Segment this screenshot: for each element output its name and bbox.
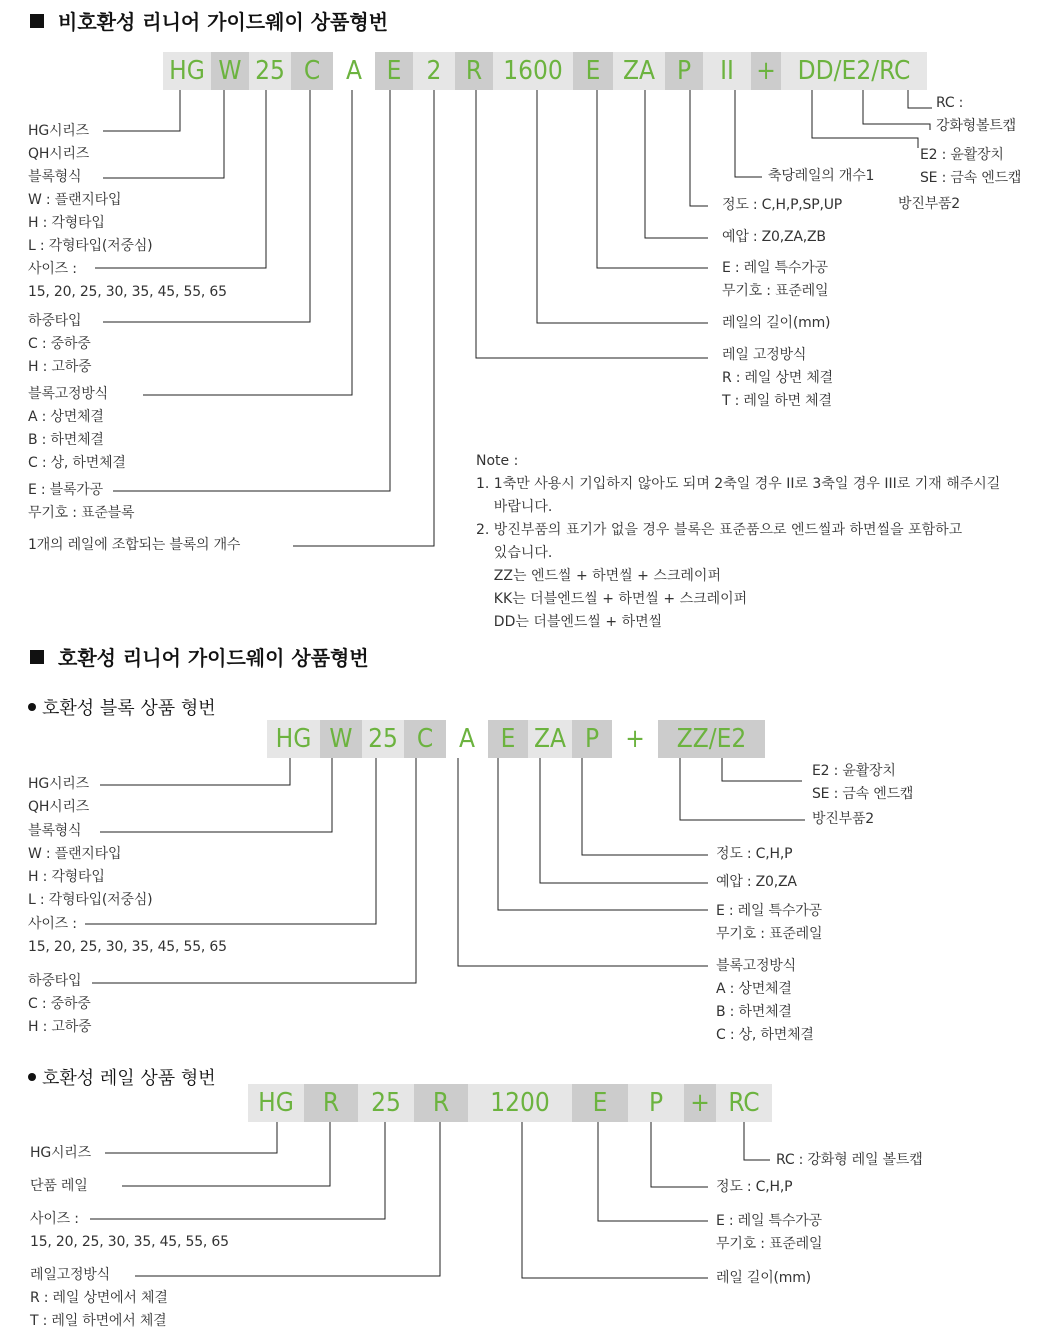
connector-b-dust (680, 758, 805, 820)
label-line: RC : 강화형 레일 볼트캡 (776, 1152, 923, 1168)
code-segment: P (628, 1084, 684, 1122)
label-line: C : 상, 하면체결 (28, 455, 126, 471)
code-segment: ZA (528, 720, 572, 758)
label-line: 블록고정방식 (716, 958, 796, 974)
label-b-series (28, 773, 89, 819)
label-line: 15, 20, 25, 30, 35, 45, 55, 65 (28, 284, 227, 300)
connector-precision (690, 90, 708, 206)
label-line: W : 플랜지타입 (28, 846, 122, 862)
label-line: 사이즈 : (28, 261, 77, 277)
label-rail-process (722, 257, 828, 303)
label-r-length (716, 1267, 811, 1290)
connector-rc (908, 90, 932, 108)
label-line: HG시리즈 (28, 776, 89, 792)
note-line: KK는 더블엔드씰 + 하면씰 + 스크레이퍼 (476, 591, 748, 607)
code-segment: 1600 (493, 52, 573, 90)
connector-rail-process (597, 90, 708, 268)
block-subtitle: 호환성 블록 상품 형번 (42, 698, 216, 719)
label-line: 블록형식 (28, 169, 82, 185)
label-line: E : 레일 특수가공 (716, 1213, 822, 1229)
block-code-bar (267, 720, 765, 758)
label-line: H : 각형타입 (28, 215, 105, 231)
code-segment: RC (716, 1084, 772, 1122)
label-e2 (920, 144, 1021, 190)
label-b-rail-process (716, 900, 822, 946)
code-segment: C (291, 52, 333, 90)
label-line: 강화형볼트캡 (936, 118, 1016, 134)
connector-r-precision (651, 1122, 708, 1187)
label-line: SE : 금속 엔드캡 (920, 170, 1022, 186)
label-size (28, 258, 227, 304)
rail-subtitle: 호환성 레일 상품 형번 (42, 1068, 216, 1089)
label-line: E2 : 윤활장치 (920, 147, 1004, 163)
connector-b-precision (582, 758, 708, 855)
note-block (476, 450, 1000, 634)
label-rc (936, 92, 1016, 138)
code-segment: 25 (362, 720, 404, 758)
label-line: C : 중하중 (28, 996, 91, 1012)
code-segment: R (414, 1084, 468, 1122)
code-segment: + (751, 52, 781, 90)
label-block-mount (28, 383, 126, 475)
label-line: HG시리즈 (28, 123, 89, 139)
connector-r-series (105, 1122, 277, 1153)
note-line: ZZ는 엔드씰 + 하면씰 + 스크레이퍼 (476, 568, 721, 584)
label-line: E2 : 윤활장치 (812, 763, 896, 779)
label-r-rail-process (716, 1210, 822, 1256)
code-segment: + (612, 720, 658, 758)
label-line: T : 레일 하면에서 체결 (30, 1313, 167, 1329)
label-line: L : 각형타입(저중심) (28, 892, 153, 908)
code-segment: A (333, 52, 375, 90)
connector-b-block-mount (458, 758, 708, 966)
label-line: 정도 : C,H,P,SP,UP (722, 197, 843, 213)
code-segment: II (703, 52, 751, 90)
label-line: 정도 : C,H,P (716, 846, 793, 862)
label-precision (722, 194, 842, 217)
label-line: 무기호 : 표준레일 (722, 283, 829, 299)
label-block-process (28, 479, 134, 525)
note-line: 1. 1축만 사용시 기입하지 않아도 되며 2축일 경우 II로 3축일 경우 III로 기재 해주시길 (476, 476, 1001, 492)
label-length (722, 312, 830, 335)
bullet-dot-icon (28, 703, 36, 711)
connector-series (103, 90, 180, 131)
connector-preload (645, 90, 708, 238)
label-b-e2 (812, 760, 913, 806)
label-line: H : 고하중 (28, 1019, 92, 1035)
section2-heading (30, 642, 369, 671)
label-line: T : 레일 하면 체결 (722, 393, 832, 409)
label-b-precision (716, 843, 792, 866)
label-line: R : 레일 상면에서 체결 (30, 1290, 168, 1306)
note-line: 2. 방진부품의 표기가 없을 경우 블록은 표준품으로 엔드씰과 하면씰을 포함하고 (476, 522, 963, 538)
label-line: 예압 : Z0,ZA,ZB (722, 229, 826, 245)
code-segment: 2 (413, 52, 455, 90)
label-line: E : 레일 특수가공 (722, 260, 828, 276)
note-line: 있습니다. (476, 545, 553, 561)
connector-rail-mount (476, 90, 708, 358)
label-line: H : 고하중 (28, 359, 92, 375)
label-line: 정도 : C,H,P (716, 1179, 793, 1195)
label-b-load (28, 970, 91, 1039)
connector-length (537, 90, 708, 323)
connector-r-rc (744, 1122, 770, 1160)
code-segment: E (573, 52, 613, 90)
label-r-single (30, 1175, 88, 1198)
code-segment: W (211, 52, 249, 90)
connector-r-rail-process (598, 1122, 708, 1221)
bullet-dot-icon (28, 1073, 36, 1081)
connector-block-mount (143, 90, 352, 395)
label-line: L : 각형타입(저중심) (28, 238, 153, 254)
section2-title: 호환성 리니어 가이드웨이 상품형번 (58, 646, 369, 670)
label-line: E : 레일 특수가공 (716, 903, 822, 919)
connector-block-count (293, 90, 434, 546)
label-line: R : 레일 상면 체결 (722, 370, 833, 386)
label-b-dust (812, 808, 874, 831)
label-r-rc (776, 1149, 923, 1172)
code-segment: P (665, 52, 703, 90)
label-axis (768, 165, 874, 188)
label-line: E : 블록가공 (28, 482, 103, 498)
label-line: 레일고정방식 (30, 1267, 110, 1283)
label-b-block-type (28, 820, 152, 912)
label-line: 예압 : Z0,ZA (716, 874, 797, 890)
label-line: 사이즈 : (30, 1211, 79, 1227)
label-dust (898, 193, 960, 216)
label-r-series (30, 1142, 91, 1165)
code-segment: R (304, 1084, 358, 1122)
code-segment: E (572, 1084, 628, 1122)
label-line: 무기호 : 표준레일 (716, 926, 823, 942)
label-line: 15, 20, 25, 30, 35, 45, 55, 65 (28, 939, 227, 955)
label-preload (722, 226, 826, 249)
label-line: 1개의 레일에 조합되는 블록의 개수 (28, 537, 241, 553)
label-line: QH시리즈 (28, 799, 90, 815)
code-segment: C (404, 720, 446, 758)
connector-r-single (122, 1122, 330, 1186)
label-r-size (30, 1208, 229, 1254)
label-line: C : 중하중 (28, 336, 91, 352)
label-line: A : 상면체결 (28, 409, 104, 425)
label-line: RC : (936, 95, 964, 111)
label-line: 축당레일의 개수1 (768, 168, 875, 184)
code-segment: 25 (249, 52, 291, 90)
label-line: 레일 길이(mm) (716, 1270, 811, 1286)
connector-block-type (103, 90, 224, 178)
label-r-precision (716, 1176, 792, 1199)
label-line: 블록고정방식 (28, 386, 108, 402)
label-b-size (28, 913, 227, 959)
label-series (28, 120, 89, 166)
label-line: A : 상면체결 (716, 981, 792, 997)
label-rail-mount (722, 344, 833, 413)
code-segment: ZZ/E2 (658, 720, 765, 758)
label-b-block-mount (716, 955, 814, 1047)
code-segment: 1200 (468, 1084, 572, 1122)
label-r-rail-mount (30, 1264, 168, 1333)
label-line: 방진부품2 (812, 811, 875, 827)
section1-title: 비호환성 리니어 가이드웨이 상품형번 (58, 10, 389, 34)
label-line: SE : 금속 엔드캡 (812, 786, 914, 802)
label-line: HG시리즈 (30, 1145, 91, 1161)
code-segment: HG (248, 1084, 304, 1122)
note-line: 바랍니다. (476, 499, 553, 515)
note-line: DD는 더블엔드씰 + 하면씰 (476, 614, 663, 630)
label-line: 사이즈 : (28, 916, 77, 932)
code-segment: R (455, 52, 493, 90)
code-segment: A (446, 720, 488, 758)
label-line: 15, 20, 25, 30, 35, 45, 55, 65 (30, 1234, 229, 1250)
rail-code-bar (248, 1084, 772, 1122)
label-line: 하중타입 (28, 313, 82, 329)
code-segment: HG (267, 720, 320, 758)
connector-b-series (100, 758, 290, 785)
label-b-preload (716, 871, 797, 894)
label-line: 무기호 : 표준레일 (716, 1236, 823, 1252)
label-line: 블록형식 (28, 823, 82, 839)
code-segment: ZA (613, 52, 665, 90)
label-line: 단품 레일 (30, 1178, 88, 1194)
label-line: C : 상, 하면체결 (716, 1027, 814, 1043)
label-line: QH시리즈 (28, 146, 90, 162)
label-line: W : 플랜지타입 (28, 192, 122, 208)
code-segment: E (375, 52, 413, 90)
code-segment: DD/E2/RC (781, 52, 927, 90)
connector-b-e2 (722, 758, 802, 781)
label-line: 무기호 : 표준블록 (28, 505, 135, 521)
connector-r-length (522, 1122, 708, 1278)
label-line: 레일의 길이(mm) (722, 315, 831, 331)
code-segment: P (572, 720, 612, 758)
note-line: Note : (476, 453, 519, 469)
label-line: B : 하면체결 (716, 1004, 792, 1020)
label-block-count (28, 534, 240, 557)
code-segment: 25 (358, 1084, 414, 1122)
label-line: 레일 고정방식 (722, 347, 807, 363)
code-segment: E (488, 720, 528, 758)
label-block-type (28, 166, 152, 258)
connector-r-size (90, 1122, 385, 1219)
square-bullet-icon (30, 650, 44, 664)
code-segment: HG (163, 52, 211, 90)
label-load (28, 310, 91, 379)
label-line: 하중타입 (28, 973, 82, 989)
label-line: 방진부품2 (898, 196, 961, 212)
label-line: B : 하면체결 (28, 432, 104, 448)
connector-axis (735, 90, 762, 177)
block-subheading (28, 694, 216, 720)
connector-e2 (863, 90, 930, 130)
label-line: H : 각형타입 (28, 869, 105, 885)
code-segment: W (320, 720, 362, 758)
rail-subheading (28, 1064, 216, 1090)
code-segment: + (684, 1084, 716, 1122)
connector-b-rail-process (498, 758, 708, 910)
connector-dust (812, 90, 918, 148)
